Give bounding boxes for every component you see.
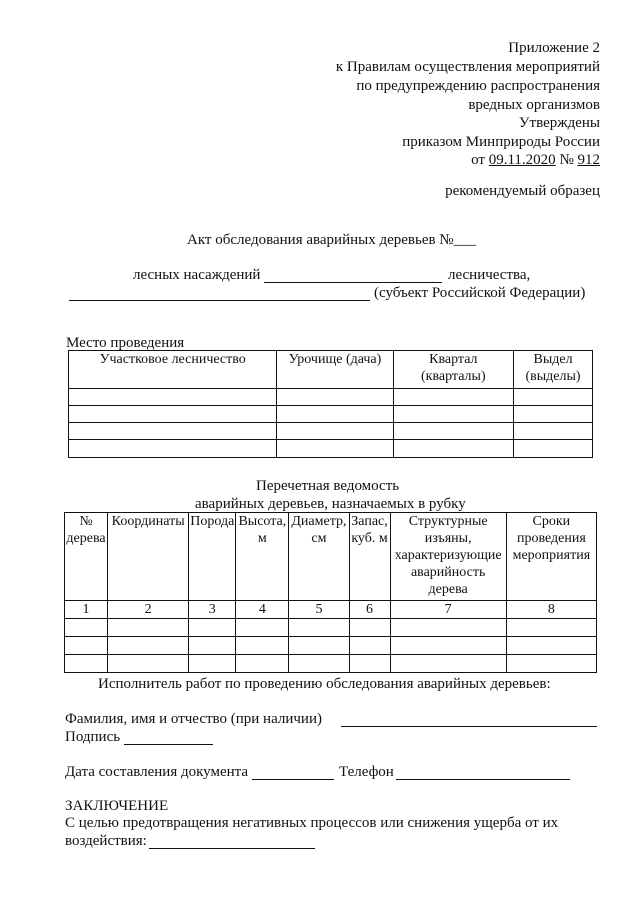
sample-note: рекомендуемый образец <box>445 183 600 199</box>
place-row <box>69 406 593 423</box>
order-date: 09.11.2020 <box>488 152 556 168</box>
place-row <box>69 389 593 406</box>
inventory-title-1: Перечетная ведомость <box>256 478 400 494</box>
inv-header-diameter: Диаметр, см <box>289 513 349 601</box>
forestry-label: лесничества, <box>448 267 531 283</box>
header-line-6: приказом Минприроды России <box>402 134 600 150</box>
executor-heading: Исполнитель работ по проведению обследования аварийных деревьев: <box>98 676 551 692</box>
header-line-4: вредных организмов <box>468 97 600 113</box>
place-header-quarter: Квартал (кварталы) <box>393 351 514 389</box>
inventory-table <box>64 512 597 673</box>
inv-header-tree-number: № дерева <box>65 513 108 601</box>
inv-row <box>65 637 597 655</box>
inv-header-height: Высота, м <box>236 513 289 601</box>
inv-header-deadline: Сроки проведения мероприятия <box>506 513 596 601</box>
inv-header-coordinates: Координаты <box>108 513 189 601</box>
inv-col-number: 4 <box>236 601 289 619</box>
forestry-name-line <box>264 282 442 283</box>
place-header-district: Участковое лесничество <box>69 351 277 389</box>
inv-col-number: 2 <box>108 601 189 619</box>
place-header-tract: Урочище (дача) <box>277 351 393 389</box>
order-number: 912 <box>577 152 600 168</box>
forest-stands-label: лесных насаждений <box>133 267 261 283</box>
phone-line <box>396 779 570 780</box>
inv-col-number: 8 <box>506 601 596 619</box>
full-name-label: Фамилия, имя и отчество (при наличии) <box>65 711 322 727</box>
subject-name-line <box>69 300 370 301</box>
conclusion-line <box>149 848 315 849</box>
order-number-sign: № <box>559 152 574 168</box>
inv-col-number: 1 <box>65 601 108 619</box>
header-line-2: к Правилам осуществления мероприятий <box>335 59 600 75</box>
document-date-label: Дата составления документа <box>65 764 249 780</box>
subject-label: (субъект Российской Федерации) <box>374 285 586 301</box>
inv-header-species: Порода <box>189 513 236 601</box>
inv-col-number: 7 <box>390 601 506 619</box>
place-row <box>69 440 593 458</box>
phone-label: Телефон <box>339 764 394 780</box>
inv-row <box>65 655 597 673</box>
inv-col-number: 6 <box>349 601 390 619</box>
header-line-5: Утверждены <box>518 115 600 131</box>
place-row <box>69 423 593 440</box>
signature-label: Подпись <box>65 729 121 745</box>
conclusion-title: ЗАКЛЮЧЕНИЕ <box>65 798 169 814</box>
conclusion-text-1: С целью предотвращения негативных процессов или снижения ущерба от их <box>65 815 559 831</box>
inv-col-number: 3 <box>189 601 236 619</box>
full-name-line <box>341 726 597 727</box>
document-date-line <box>252 779 334 780</box>
header-order-date <box>471 152 600 169</box>
inventory-title-2: аварийных деревьев, назначаемых в рубку <box>195 496 466 512</box>
place-header-allotment: Выдел (выделы) <box>514 351 593 389</box>
inv-row <box>65 619 597 637</box>
order-date-prefix: от <box>471 152 485 168</box>
place-label: Место проведения <box>66 335 185 351</box>
header-line-1: Приложение 2 <box>508 40 600 56</box>
inv-header-defects: Структурные изъяны, характеризующие аварийность дерева <box>390 513 506 601</box>
conclusion-text-2: воздействия: <box>65 833 147 849</box>
header-line-3: по предупреждению распространения <box>356 78 600 94</box>
inv-number-row <box>65 601 597 619</box>
act-title: Акт обследования аварийных деревьев №___ <box>187 232 477 248</box>
inv-col-number: 5 <box>289 601 349 619</box>
signature-line <box>124 744 213 745</box>
inv-header-volume: Запас, куб. м <box>349 513 390 601</box>
place-table <box>68 350 593 458</box>
